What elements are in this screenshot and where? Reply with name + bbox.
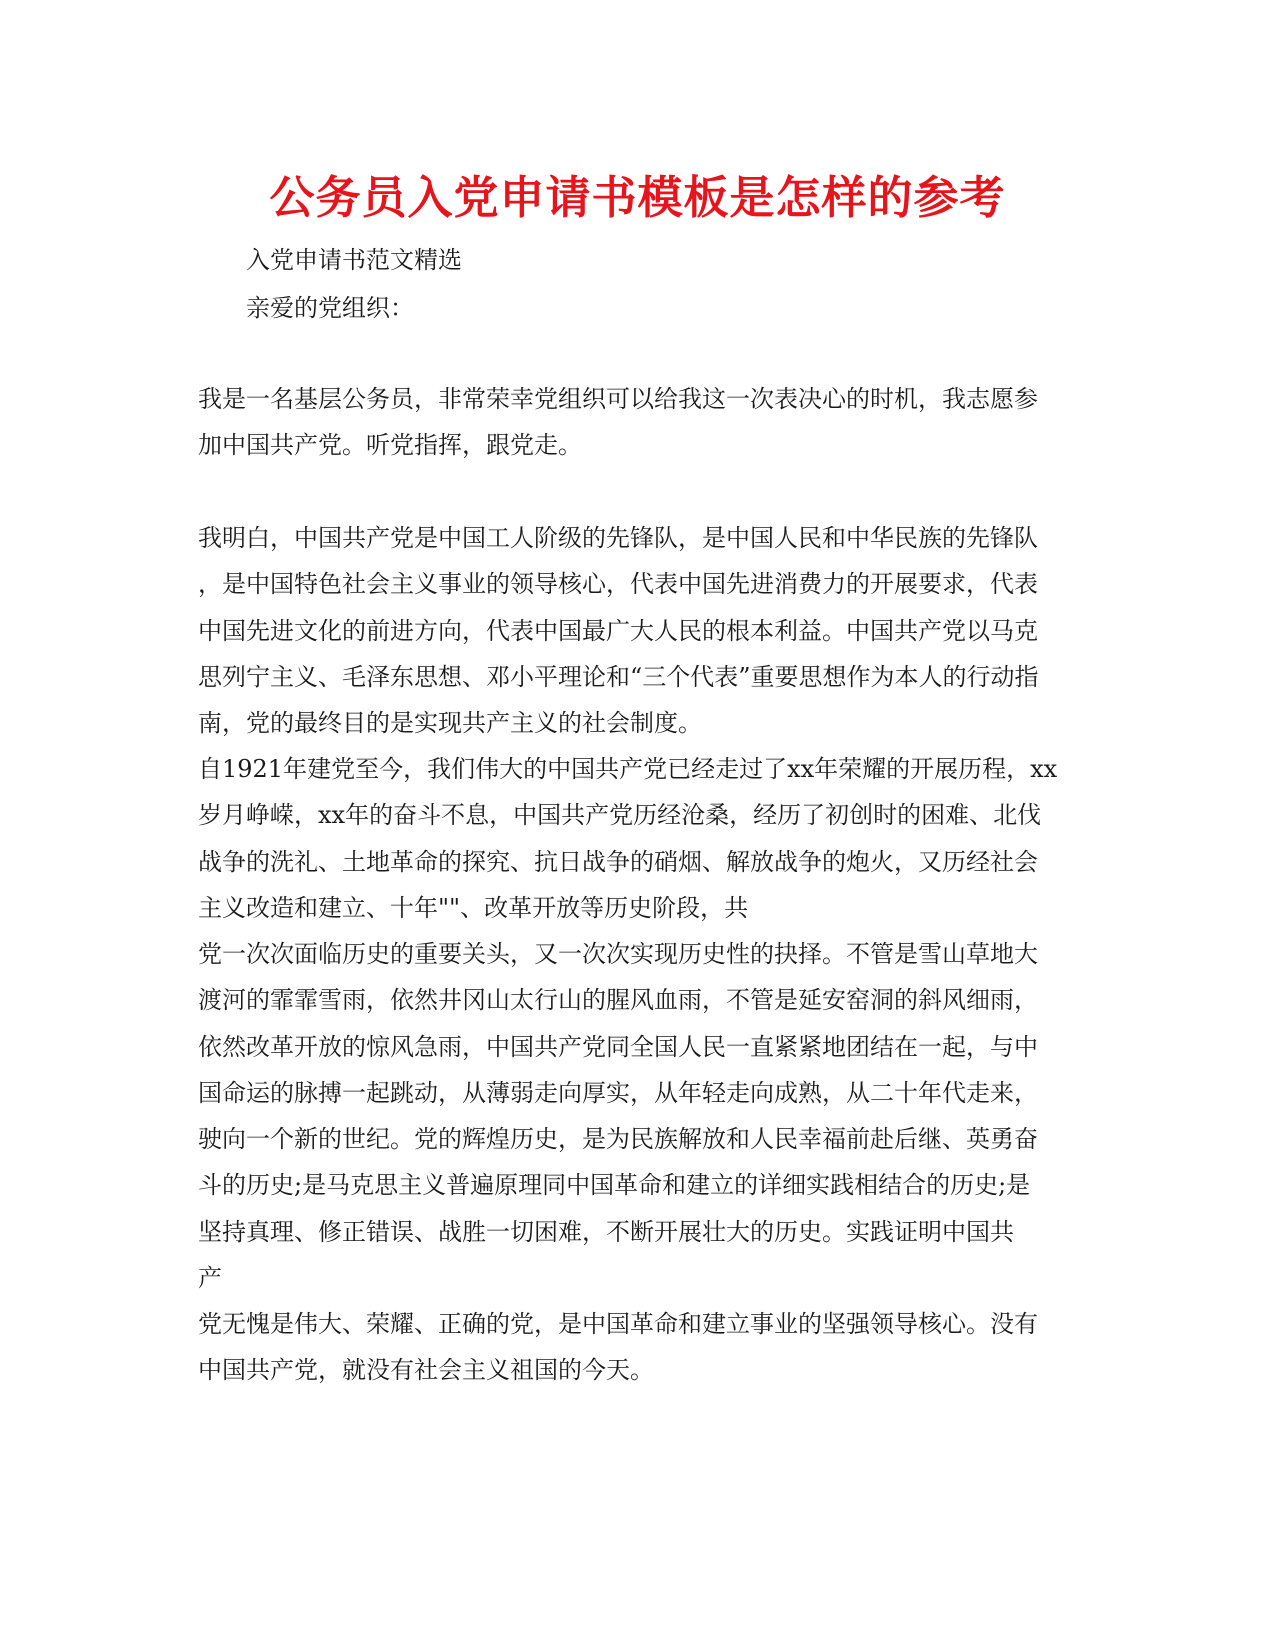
paragraph-line: 国命运的脉搏一起跳动，从薄弱走向厚实，从年轻走向成熟，从二十年代走来， — [198, 1079, 1038, 1107]
paragraph-line: 坚持真理、修正错误、战胜一切困难，不断开展壮大的历史。实践证明中国共 — [198, 1218, 1014, 1246]
paragraph-line: 南，党的最终目的是实现共产主义的社会制度。 — [198, 709, 702, 737]
paragraph-line: 产 — [198, 1264, 222, 1292]
paragraph-line: 加中国共产党。听党指挥，跟党走。 — [198, 431, 582, 459]
paragraph-line: 党一次次面临历史的重要关头，又一次次实现历史性的抉择。不管是雪山草地大 — [198, 940, 1038, 968]
paragraph-line: 渡河的霏霏雪雨，依然井冈山太行山的腥风血雨，不管是延安窑洞的斜风细雨， — [198, 986, 1038, 1014]
document-subtitle: 入党申请书范文精选 — [246, 246, 462, 274]
paragraph-line: 主义改造和建立、十年""、改革开放等历史阶段，共 — [198, 894, 749, 922]
paragraph-line: ，是中国特色社会主义事业的领导核心，代表中国先进消费力的开展要求，代表 — [198, 570, 1038, 598]
paragraph-line: 党无愧是伟大、荣耀、正确的党，是中国革命和建立事业的坚强领导核心。没有 — [198, 1310, 1038, 1338]
greeting: 亲爱的党组织： — [246, 294, 414, 322]
paragraph-line: 中国共产党，就没有社会主义祖国的今天。 — [198, 1356, 654, 1384]
paragraph-line: 驶向一个新的世纪。党的辉煌历史，是为民族解放和人民幸福前赴后继、英勇奋 — [198, 1125, 1038, 1153]
document-title: 公务员入党申请书模板是怎样的参考 — [269, 171, 1006, 224]
paragraph-line: 我明白，中国共产党是中国工人阶级的先锋队，是中国人民和中华民族的先锋队 — [198, 524, 1038, 552]
paragraph-line: 岁月峥嵘，xx年的奋斗不息，中国共产党历经沧桑，经历了初创时的困难、北伐 — [198, 801, 1042, 829]
paragraph-line: 我是一名基层公务员，非常荣幸党组织可以给我这一次表决心的时机，我志愿参 — [198, 385, 1038, 413]
paragraph-line: 自1921年建党至今，我们伟大的中国共产党已经走过了xx年荣耀的开展历程，xx — [198, 755, 1058, 783]
paragraph-line: 中国先进文化的前进方向，代表中国最广大人民的根本利益。中国共产党以马克 — [198, 617, 1038, 645]
paragraph-line: 斗的历史;是马克思主义普遍原理同中国革命和建立的详细实践相结合的历史;是 — [198, 1171, 1031, 1199]
paragraph-line: 战争的洗礼、土地革命的探究、抗日战争的硝烟、解放战争的炮火，又历经社会 — [198, 848, 1038, 876]
paragraph-line: 思列宁主义、毛泽东思想、邓小平理论和“三个代表”重要思想作为本人的行动指 — [198, 663, 1039, 691]
paragraph-line: 依然改革开放的惊风急雨，中国共产党同全国人民一直紧紧地团结在一起，与中 — [198, 1033, 1038, 1061]
